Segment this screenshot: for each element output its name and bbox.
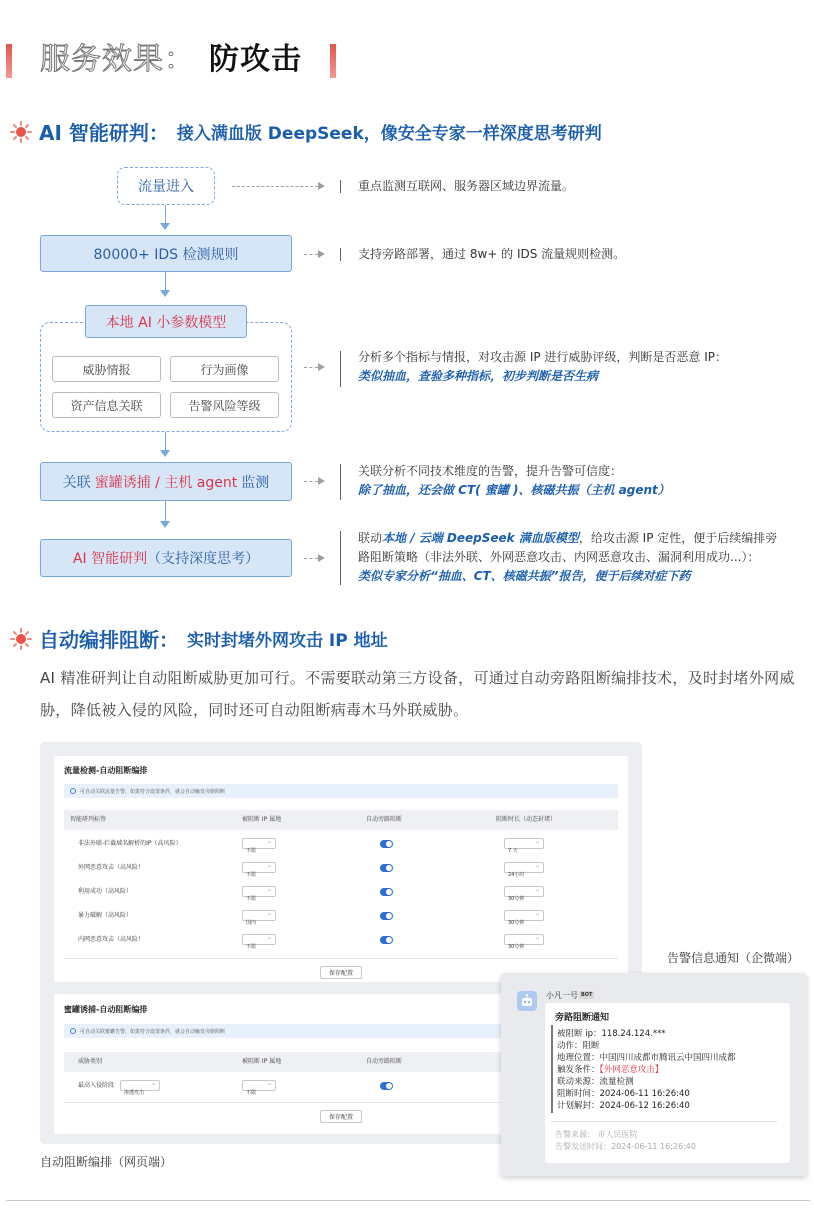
page-title-light: 服务效果： (40, 42, 195, 77)
table-row (64, 928, 618, 952)
flow-node-ai-judgement-suffix: （支持深度思考） (147, 551, 260, 567)
divider (64, 958, 618, 959)
region-select-value: 不限 (246, 944, 257, 950)
notification-line: 阻断时间：2024-06-11 16:26:40 (557, 1089, 690, 1099)
row-label: 利用成功（高风险） (78, 888, 133, 895)
flow-pipe-5 (340, 531, 341, 585)
flow-desc-5-line1-c: ，给攻击源 IP 定性，便于后续编排旁 (578, 531, 778, 545)
traffic-col-label: 智能研判标签 (70, 816, 107, 823)
bot-name: 小凡一号 (546, 991, 578, 1000)
bot-badge: BOT (581, 992, 593, 998)
auto-block-toggle[interactable] (380, 888, 393, 896)
duration-select-value: 24小时 (508, 872, 525, 878)
honeypot-save-button[interactable]: 保存配置 (320, 1110, 362, 1123)
flow-desc-5-line1-a: 联动 (358, 531, 383, 545)
honeypot-panel-title: 蜜罐诱捕-自动阻断编排 (64, 1005, 148, 1014)
flow-vline-2 (165, 272, 166, 290)
duration-select-value: 7 天 (508, 848, 518, 854)
flow-vline-4 (165, 501, 166, 521)
flow-desc-5 (358, 529, 777, 586)
table-row (64, 832, 618, 856)
auto-block-toggle[interactable] (380, 864, 393, 872)
notification-card[interactable] (545, 1003, 790, 1163)
flow-arrow-4 (318, 477, 325, 485)
row-label: 内网恶意攻击（高风险） (78, 936, 145, 943)
row-label: 最高入侵阶段 (78, 1082, 115, 1089)
flow-connector-1 (232, 186, 318, 187)
wecom-caption: 告警信息通知（企微端） (667, 951, 800, 965)
flow-vline-1 (165, 205, 166, 223)
notification-line: 计划解封：2024-06-12 16:26:40 (557, 1101, 690, 1111)
flow-node-ids-rules-label: 80000+ IDS 检测规则 (93, 246, 239, 263)
notification-line: 地理位置：中国四川成都市腾讯云中国四川成都 (557, 1053, 736, 1063)
flow-arrow-1 (318, 182, 325, 190)
info-icon (70, 1028, 76, 1034)
flow-node-local-ai (85, 305, 247, 338)
flow-arrow-3 (318, 363, 325, 371)
bottom-divider (6, 1200, 810, 1201)
duration-select-value: 30分钟 (508, 920, 525, 926)
flow-node-correlation-red: 蜜罐诱捕 / 主机 agent (94, 474, 238, 491)
region-select-value: 不限 (246, 848, 257, 854)
flow-node-local-ai-label: 本地 AI 小参数模型 (105, 314, 227, 331)
region-select[interactable] (242, 838, 276, 854)
traffic-col-duration: 阻断时长（动态封堵） (496, 816, 557, 823)
traffic-table-header (64, 810, 618, 830)
flow-down-arrow-2 (160, 290, 170, 297)
flow-pipe-1 (340, 180, 341, 193)
traffic-save-button[interactable]: 保存配置 (320, 966, 362, 979)
traffic-panel-info (64, 784, 618, 798)
flow-arrow-5 (318, 554, 325, 562)
honeypot-panel-info-text: 可自动关联蜜罐告警，如果符合设置条件，就会自动触发旁路阻断 (80, 1028, 226, 1035)
region-select[interactable] (242, 934, 276, 950)
honeypot-col-category: 威胁类别 (78, 1058, 103, 1065)
duration-select[interactable] (504, 886, 544, 902)
traffic-col-region: 被阻断 IP 属地 (242, 816, 282, 823)
flow-down-arrow-4 (160, 521, 170, 528)
section-ai-title-text: AI 智能研判： (39, 121, 169, 145)
flow-desc-5-line1-b: 本地 / 云端 DeepSeek 满血版模型 (382, 531, 579, 545)
flow-desc-5-line3: 类似专家分析“抽血、CT、核磁共振”报告，便于后续对症下药 (358, 569, 691, 583)
flow-node-correlation (40, 462, 292, 501)
auto-block-toggle[interactable] (380, 936, 393, 944)
flow-desc-4-line1: 关联分析不同技术维度的告警，提升告警可信度： (358, 464, 623, 478)
table-row (64, 904, 618, 928)
flow-desc-5-line2: 路阻断策略（非法外联、外网恶意攻击、内网恶意攻击、漏洞利用成功...）： (358, 550, 760, 564)
flow-tag-alert-risk-level: 告警风险等级 (170, 392, 279, 418)
section-auto-block-title-text: 自动编排阻断： (39, 628, 179, 652)
region-select-value: 不限 (246, 872, 257, 878)
region-select[interactable] (242, 1080, 276, 1096)
flow-tag-behavior-profile: 行为画像 (170, 356, 279, 382)
flow-node-correlation-prefix: 关联 (62, 474, 91, 491)
flow-pipe-4 (340, 464, 341, 500)
flow-desc-3-line2: 类似抽血，查验多种指标，初步判断是否生病 (358, 369, 599, 383)
flow-desc-4 (358, 462, 670, 500)
flow-desc-2: 支持旁路部署，通过 8w+ 的 IDS 流量规则检测。 (358, 247, 626, 261)
auto-block-toggle[interactable] (380, 1082, 393, 1090)
flow-node-correlation-suffix: 监测 (241, 474, 270, 491)
section-ai-title (10, 117, 602, 146)
flow-pipe-2 (340, 248, 341, 261)
traffic-col-auto-block: 自动旁路阻断 (366, 816, 403, 823)
region-select-value: 不限 (246, 896, 257, 902)
duration-select[interactable] (504, 862, 544, 878)
honeypot-col-region: 被阻断 IP 属地 (242, 1058, 282, 1065)
flow-desc-3 (358, 348, 727, 386)
flow-connector-2 (304, 254, 318, 255)
trigger-label: 触发条件： (557, 1065, 600, 1075)
flow-down-arrow-3 (160, 450, 170, 457)
row-label: 外网恶意攻击（高风险） (78, 864, 145, 871)
sun-icon (10, 121, 32, 143)
wecom-notification (501, 973, 807, 1176)
section-ai-subtitle: 接入满血版 DeepSeek，像安全专家一样深度思考研判 (176, 124, 602, 144)
flow-connector-3 (304, 367, 318, 368)
auto-block-toggle[interactable] (380, 840, 393, 848)
row-label: 非法外联-拦截域名解析的IP（高风险） (78, 840, 182, 847)
traffic-block-panel (54, 756, 628, 982)
table-row (64, 880, 618, 904)
page-title (40, 40, 302, 80)
divider (551, 1121, 777, 1122)
row-label: 暴力破解（高风险） (78, 912, 133, 919)
region-select[interactable] (242, 910, 276, 926)
notification-title: 旁路阻断通知 (555, 1013, 610, 1023)
region-select-value: 不限 (246, 1090, 257, 1096)
auto-block-toggle[interactable] (380, 912, 393, 920)
stage-select-value: 渗透攻击 (124, 1090, 145, 1096)
region-select[interactable] (242, 862, 276, 878)
flow-desc-3-line1: 分析多个指标与情报，对攻击源 IP 进行威胁评级，判断是否恶意 IP： (358, 350, 727, 364)
table-row (64, 856, 618, 880)
flow-arrow-2 (318, 250, 325, 258)
flow-desc-4-line2: 除了抽血，还会做 CT( 蜜罐 )、核磁共振（主机 agent） (358, 483, 670, 497)
notification-trigger (557, 1063, 663, 1075)
notification-line: 动作：阻断 (557, 1041, 600, 1051)
flow-tag-threat-intel: 威胁情报 (52, 356, 161, 382)
robot-icon (517, 991, 537, 1011)
flow-desc-5-line1 (358, 529, 777, 548)
honeypot-col-auto-block: 自动旁路阻断 (366, 1058, 403, 1065)
web-caption: 自动阻断编排（网页端） (40, 1155, 173, 1169)
duration-select[interactable] (504, 838, 544, 854)
notification-quote-bar (551, 1025, 553, 1113)
header-accent-left (6, 44, 12, 78)
duration-select[interactable] (504, 910, 544, 926)
page-title-bold: 防攻击 (209, 42, 302, 77)
header-accent-right (330, 44, 336, 78)
flow-node-ai-judgement-red: AI 智能研判 (72, 551, 148, 567)
flow-desc-1: 重点监测互联网、服务器区域边界流量。 (358, 179, 575, 193)
region-select[interactable] (242, 886, 276, 902)
stage-select[interactable] (120, 1080, 160, 1096)
flow-down-arrow-1 (160, 223, 170, 230)
traffic-panel-title: 流量检测-自动阻断编排 (64, 766, 148, 775)
flow-connector-4 (304, 481, 318, 482)
section-auto-block-title (10, 624, 388, 653)
flow-node-ai-judgement (40, 539, 292, 577)
flow-node-traffic-in-label: 流量进入 (138, 179, 194, 195)
region-select-value: 国内 (246, 920, 257, 926)
sun-icon (10, 628, 32, 650)
duration-select[interactable] (504, 934, 544, 950)
section-auto-block-subtitle: 实时封堵外网攻击 IP 地址 (187, 631, 388, 651)
flow-pipe-3 (340, 351, 341, 387)
duration-select-value: 30分钟 (508, 896, 525, 902)
flow-vline-3 (165, 432, 166, 450)
section-auto-block-paragraph: AI 精准研判让自动阻断威胁更加可行。不需要联动第三方设备，可通过自动旁路阻断编排技术，及时封堵外网威胁，降低被入侵的风险，同时还可自动阻断病毒木马外联威胁。 (40, 669, 795, 719)
notification-line: 被阻断 ip：118.24.124.*** (557, 1029, 666, 1039)
bot-avatar (517, 991, 537, 1011)
flow-node-traffic-in (117, 167, 215, 205)
flow-connector-5 (304, 558, 318, 559)
notification-line: 联动来源：流量检测 (557, 1077, 634, 1087)
flow-node-ids-rules (40, 235, 292, 272)
trigger-value: 【外网恶意攻击】 (599, 1065, 664, 1075)
notification-source: 告警来源： 市人民医院 (555, 1130, 638, 1139)
info-icon (70, 788, 76, 794)
traffic-panel-info-text: 可自动关联流量告警，如果符合设置条件，就会自动触发旁路阻断 (80, 788, 226, 795)
flow-tag-asset-correlation: 资产信息关联 (52, 392, 161, 418)
notification-sent-time: 告警发送时间：2024-06-11 16:26:40 (555, 1142, 696, 1151)
duration-select-value: 30分钟 (508, 944, 525, 950)
